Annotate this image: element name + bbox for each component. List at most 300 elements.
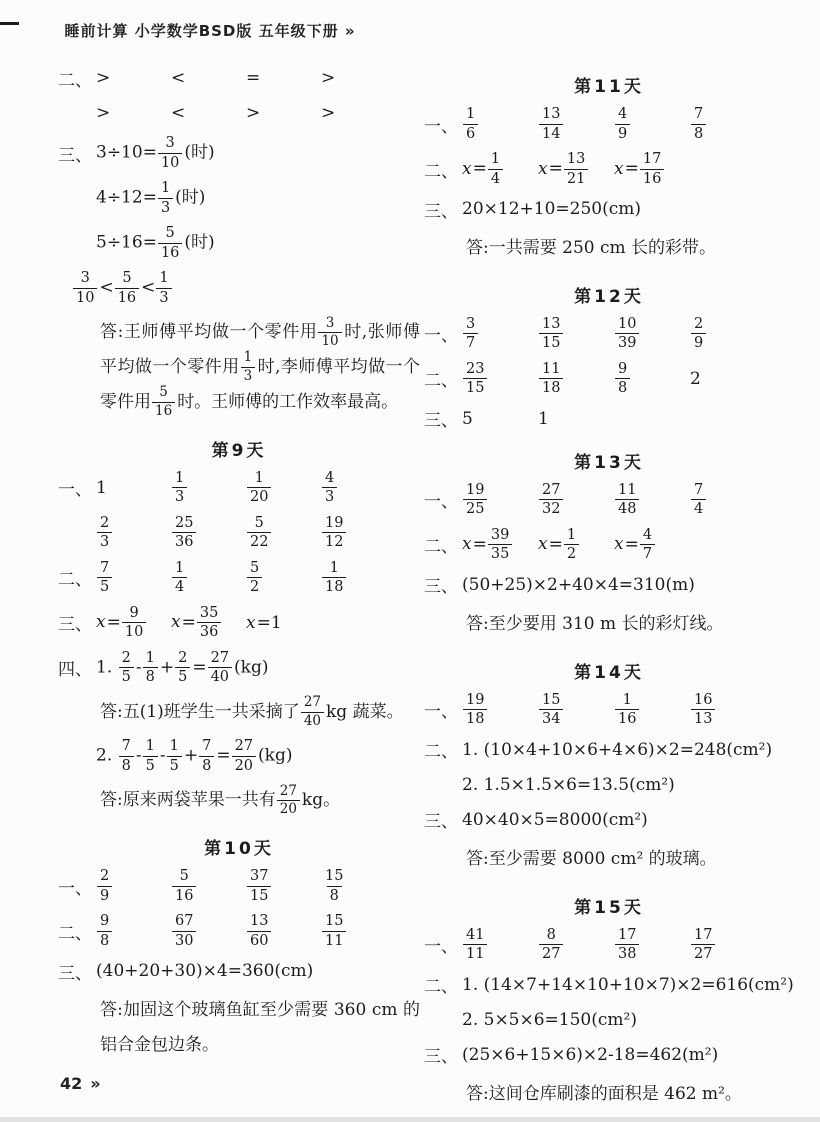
fraction-denominator: 20 [277, 800, 300, 817]
answer-cell [171, 913, 246, 949]
answer-cell [321, 515, 396, 551]
fraction-denominator: 16 [172, 886, 196, 904]
math-line [424, 196, 794, 222]
fraction [241, 351, 256, 383]
fraction [158, 181, 173, 215]
fraction [97, 561, 112, 595]
fraction [463, 362, 487, 396]
math-line [462, 772, 794, 798]
day-title: 第12天 [574, 286, 644, 307]
answer-row [58, 913, 420, 949]
page-footer [60, 1074, 101, 1093]
fraction-numerator: 1 [622, 691, 632, 708]
fraction-numerator: 41 [466, 926, 485, 943]
math-line [58, 958, 420, 984]
fraction-numerator: 15 [325, 913, 344, 930]
fraction-numerator: 1 [160, 180, 171, 196]
fraction-denominator: 48 [615, 499, 639, 517]
row-label: 一、 [424, 326, 458, 347]
answer-row [424, 406, 794, 432]
fraction-numerator: 5 [250, 559, 260, 576]
fraction-denominator: 34 [539, 709, 563, 727]
fraction [691, 928, 715, 962]
fraction-numerator: 23 [466, 360, 485, 377]
answer-row [424, 316, 794, 352]
fraction [143, 739, 158, 773]
answer-cell: > [321, 103, 336, 123]
fraction-numerator: 7 [694, 481, 704, 498]
answer-cell: > [246, 103, 261, 123]
fraction [167, 739, 182, 773]
fraction-numerator: 13 [542, 315, 561, 332]
fraction-numerator: 27 [210, 649, 230, 666]
fraction [615, 317, 639, 351]
answer-cell: > [96, 68, 111, 88]
fraction-numerator: 27 [542, 481, 561, 498]
row-label: 二、 [424, 371, 458, 392]
fraction [463, 693, 487, 727]
fraction-denominator: 27 [691, 944, 715, 962]
fraction-numerator: 4 [642, 526, 653, 543]
row-label: 一、 [58, 878, 92, 899]
fraction-numerator: 7 [202, 738, 212, 755]
fraction-numerator: 39 [490, 526, 510, 543]
fraction [463, 928, 487, 962]
fraction-denominator: 20 [232, 756, 256, 774]
fraction-numerator: 27 [234, 738, 254, 755]
answer-cell [462, 361, 538, 397]
answer-text: 答:至少需要 8000 cm² 的玻璃。 [466, 848, 717, 869]
fraction-denominator: 9 [691, 333, 706, 351]
page-edge-shadow [0, 1117, 820, 1122]
fraction-numerator: 9 [100, 913, 110, 930]
answer-cell [538, 927, 614, 963]
fraction-denominator: 39 [615, 333, 639, 351]
fraction-numerator: 7 [694, 106, 704, 122]
answer-cell [538, 482, 614, 518]
fraction-denominator: 18 [463, 709, 487, 727]
fraction-numerator: 3 [165, 135, 175, 151]
answer-cell: x=1 [246, 612, 282, 633]
math-expression: 2. 5×5×6=150(cm²) [462, 1009, 637, 1030]
fraction [463, 107, 478, 141]
answer-cell [614, 482, 690, 518]
fraction-denominator: 36 [197, 622, 221, 640]
answer-cell [538, 692, 614, 728]
fraction-numerator: 1 [466, 106, 476, 122]
fraction [322, 516, 346, 550]
fraction [539, 317, 563, 351]
answer-row [58, 515, 420, 551]
fraction [301, 696, 324, 728]
row-label: 三、 [58, 615, 92, 636]
math-line [424, 807, 794, 833]
math-expression: 1. $\frac{2}{5}$ - $\frac{1}{8}$ + $\frac{2}{5}$ = $\frac{27}{40}$ (kg) [96, 649, 269, 686]
fraction [322, 561, 346, 595]
answer-text: 答:加固这个玻璃鱼缸至少需要 360 cm 的铝合金包边条。 [100, 1000, 420, 1056]
fraction [322, 914, 346, 948]
fraction-denominator: 3 [158, 198, 173, 216]
math-expression: (25×6+15×6)×2-18=462(m²) [462, 1044, 719, 1065]
row-label: 三、 [424, 577, 458, 598]
fraction [172, 516, 196, 550]
fraction [247, 914, 271, 948]
fraction-numerator: 5 [254, 514, 264, 531]
fraction [247, 516, 271, 550]
answer-cell [462, 316, 538, 352]
fraction-numerator: 2 [100, 514, 110, 531]
fraction [615, 107, 630, 141]
answer-cell: > [96, 103, 111, 123]
fraction-numerator: 9 [618, 360, 628, 377]
fraction-numerator: 17 [642, 151, 662, 167]
fraction [175, 651, 190, 685]
fraction [488, 152, 503, 186]
day-title: 第11天 [574, 77, 644, 97]
fraction-denominator: 15 [539, 333, 563, 351]
answer-row [58, 65, 420, 91]
math-line [58, 650, 420, 686]
fraction-denominator: 10 [73, 288, 97, 306]
fraction-denominator: 3 [97, 532, 112, 550]
answer-cell [321, 868, 396, 904]
row-label: 二、 [424, 977, 458, 998]
answer-cell [246, 515, 321, 551]
fraction-numerator: 5 [179, 868, 189, 885]
row-label: 二、 [424, 742, 458, 763]
fraction-denominator: 3 [172, 487, 187, 505]
fraction [232, 739, 256, 773]
answer-cell [321, 913, 396, 949]
answer-row [424, 927, 794, 963]
fraction-numerator: 2 [178, 649, 188, 666]
answer-cell [690, 106, 766, 142]
fraction [158, 136, 182, 170]
fraction-denominator: 18 [322, 577, 346, 595]
fraction-numerator: 17 [618, 926, 637, 943]
fraction-denominator: 21 [564, 169, 588, 187]
day-section [424, 893, 794, 1112]
math-line [96, 738, 420, 774]
day-section [424, 658, 794, 877]
fraction-numerator: 3 [466, 315, 476, 332]
fraction-numerator: 4 [325, 469, 335, 486]
fraction-numerator: 5 [159, 384, 168, 401]
answer-row [424, 692, 794, 728]
fraction-numerator: 1 [566, 526, 577, 543]
fraction [488, 528, 512, 562]
fraction-numerator: 9 [129, 604, 139, 621]
fraction-denominator: 60 [247, 931, 271, 949]
fraction [122, 606, 146, 640]
fraction-denominator: 16 [152, 402, 175, 419]
variable-x: x [246, 612, 256, 633]
day-section [58, 436, 420, 819]
variable-x: x [462, 534, 472, 555]
fraction-denominator: 18 [539, 378, 563, 396]
day-section [58, 834, 420, 1063]
fraction-numerator: 15 [325, 868, 344, 885]
answer-cell [246, 913, 321, 949]
fraction-numerator: 1 [175, 559, 185, 576]
row-label: 一、 [424, 116, 458, 137]
fraction [172, 869, 196, 903]
fraction-numerator: 11 [618, 481, 637, 498]
math-line [58, 135, 420, 171]
answer-cell [614, 927, 690, 963]
fraction [247, 471, 271, 505]
fraction-numerator: 5 [165, 225, 175, 241]
math-expression: 1. (10×4+10×6+4×6)×2=248(cm²) [462, 739, 773, 760]
row-label: 二、 [58, 70, 92, 91]
row-label: 三、 [424, 812, 458, 833]
fraction-numerator: 1 [145, 738, 155, 755]
fraction-numerator: 16 [694, 691, 713, 708]
fraction [640, 528, 655, 562]
fraction-numerator: 5 [122, 270, 132, 286]
row-label: 三、 [424, 411, 458, 432]
fraction-numerator: 13 [542, 106, 561, 122]
answer-cell: x= $\frac{1}{4}$ [462, 151, 538, 187]
answer-text: 答:原来两袋苹果一共有 $\frac{27}{20}$ kg。 [100, 782, 341, 818]
fraction-denominator: 8 [97, 931, 112, 949]
day-section [424, 282, 794, 432]
fraction [322, 471, 337, 505]
fraction-denominator: 40 [301, 712, 324, 729]
fraction-denominator: 5 [143, 756, 158, 774]
answer-cell [462, 692, 538, 728]
fraction-numerator: 27 [279, 782, 297, 799]
answer-text: 答:至少要用 310 m 长的彩灯线。 [466, 613, 724, 634]
fraction [97, 869, 112, 903]
fraction-numerator: 2 [694, 315, 704, 332]
fraction-numerator: 15 [542, 691, 561, 708]
answer-cell [538, 106, 614, 142]
math-line [72, 270, 420, 306]
variable-x: x [462, 158, 472, 179]
row-label: 三、 [58, 963, 92, 984]
answer-cell: < [171, 68, 186, 88]
fraction [539, 928, 563, 962]
row-label: 四、 [58, 660, 92, 681]
fraction-denominator: 14 [539, 124, 563, 142]
variable-x: x [614, 158, 624, 179]
fraction [247, 869, 271, 903]
fraction-numerator: 35 [199, 604, 219, 621]
row-label: 一、 [424, 937, 458, 958]
answer-cell [171, 470, 246, 506]
math-line [424, 572, 794, 598]
answer-cell [96, 515, 171, 551]
fraction-numerator: 7 [121, 738, 131, 755]
fraction [277, 782, 300, 818]
fraction-numerator: 13 [250, 913, 269, 930]
row-label: 一、 [424, 702, 458, 723]
fraction [691, 317, 706, 351]
answer-cell [321, 470, 396, 506]
math-expression: (40+20+30)×4=360(cm) [96, 961, 314, 982]
math-expression: 20×12+10=250(cm) [462, 199, 641, 219]
fraction [318, 314, 341, 349]
fraction-numerator: 27 [303, 694, 321, 711]
right-column [424, 56, 794, 1118]
fraction-numerator: 1 [490, 151, 501, 167]
answer-cell [171, 515, 246, 551]
fraction [615, 693, 639, 727]
fraction [564, 152, 588, 186]
fraction [97, 516, 112, 550]
fraction [247, 561, 262, 595]
fraction-numerator: 3 [80, 270, 90, 286]
variable-x: x [538, 534, 548, 555]
fraction-denominator: 10 [122, 622, 146, 640]
fraction [97, 914, 112, 948]
fraction [539, 107, 563, 141]
fraction-denominator: 15 [463, 378, 487, 396]
fraction-numerator: 8 [546, 926, 556, 943]
fraction-denominator: 8 [615, 378, 630, 396]
answer-cell [246, 470, 321, 506]
fraction-denominator: 3 [322, 487, 337, 505]
fraction [199, 739, 214, 773]
fraction-numerator: 67 [175, 913, 194, 930]
fraction-denominator: 7 [640, 544, 655, 562]
fraction [172, 914, 196, 948]
answer-cell: 5 [462, 408, 473, 429]
fraction-denominator: 8 [691, 124, 706, 142]
answer-cell: 1 [96, 477, 107, 498]
answer-cell [690, 482, 766, 518]
page-number: 42 [60, 1074, 83, 1093]
answer-cell: x= $\frac{39}{35}$ [462, 527, 538, 563]
fraction-denominator: 15 [247, 886, 271, 904]
variable-x: x [96, 612, 106, 633]
fraction [640, 152, 664, 186]
fraction-denominator: 38 [615, 944, 639, 962]
fraction-numerator: 19 [325, 514, 344, 531]
math-expression: (50+25)×2+40×4=310(m) [462, 574, 695, 595]
answer-cell: x= $\frac{4}{7}$ [614, 527, 690, 563]
fraction [143, 651, 158, 685]
day-section [424, 448, 794, 642]
answer-text: 答:一共需要 250 cm 长的彩带。 [466, 238, 717, 258]
math-expression: $\frac{3}{10}$ < $\frac{5}{16}$ < $\frac{1}{3}$ [72, 270, 174, 306]
fraction-denominator: 13 [691, 709, 715, 727]
answer-cell [246, 868, 321, 904]
fraction-numerator: 1 [175, 469, 185, 486]
answer-cell [462, 927, 538, 963]
fraction-denominator: 8 [199, 756, 214, 774]
answer-cell: < [171, 103, 186, 123]
fraction-numerator: 1 [169, 738, 179, 755]
fraction [119, 651, 134, 685]
fraction [73, 271, 97, 305]
fraction [463, 317, 478, 351]
fraction [615, 362, 630, 396]
fraction [691, 693, 715, 727]
book-header: 睡前计算 小学数学BSD版 五年级下册 » [64, 22, 356, 40]
fraction [463, 483, 487, 517]
day-title: 第15天 [574, 897, 644, 918]
fraction-numerator: 3 [325, 314, 335, 331]
answer-row [424, 106, 794, 142]
answer-cell: x= $\frac{9}{10}$ [96, 605, 171, 641]
fraction-denominator: 8 [327, 886, 342, 904]
fraction [172, 561, 187, 595]
fraction-denominator: 6 [463, 124, 478, 142]
answer-cell [690, 692, 766, 728]
fraction-denominator: 25 [463, 499, 487, 517]
fraction-numerator: 13 [566, 151, 586, 167]
fraction-numerator: 10 [618, 315, 637, 332]
answer-cell [246, 560, 321, 596]
fraction [172, 471, 187, 505]
fraction-numerator: 11 [542, 360, 561, 377]
fraction-denominator: 4 [691, 499, 706, 517]
answer-row [58, 560, 420, 596]
answer-cell: 1 [538, 408, 549, 429]
fraction [197, 606, 221, 640]
variable-x: x [171, 612, 181, 633]
answer-cell: x= $\frac{17}{16}$ [614, 151, 690, 187]
answer-cell: x= $\frac{1}{2}$ [538, 527, 614, 563]
fraction [691, 483, 706, 517]
answer-cell [538, 361, 614, 397]
fraction-denominator: 20 [247, 487, 271, 505]
math-expression: 2. $\frac{7}{8}$ - $\frac{1}{5}$ - $\frac{1}{5}$ + $\frac{7}{8}$ = $\frac{27}{20}$ (kg) [96, 738, 293, 774]
answer-row [58, 868, 420, 904]
fraction [208, 651, 232, 685]
row-label: 三、 [58, 145, 92, 166]
fraction-denominator: 12 [322, 532, 346, 550]
fraction-denominator: 4 [172, 577, 187, 595]
fraction-denominator: 16 [615, 709, 639, 727]
day-title: 第13天 [574, 452, 644, 473]
math-expression: 4÷12= $\frac{1}{3}$ (时) [96, 180, 206, 216]
fraction [539, 362, 563, 396]
fraction-denominator: 3 [241, 367, 256, 384]
answer-row [424, 151, 794, 187]
fraction-denominator: 11 [463, 944, 487, 962]
fraction-denominator: 5 [119, 667, 134, 685]
answer-cell: x= $\frac{13}{21}$ [538, 151, 614, 187]
fraction-numerator: 1 [243, 349, 253, 366]
fraction-numerator: 1 [159, 270, 169, 286]
fraction-numerator: 19 [466, 481, 485, 498]
fraction-numerator: 2 [100, 868, 110, 885]
answer-text: 答:王师傅平均做一个零件用 $\frac{3}{10}$ 时,张师傅平均做一个零件用 $\frac{1}{3}$ 时,李师傅平均做一个零件用 $\frac{5}{16}$ 时。王师傅的工作效率最高。 [100, 314, 421, 419]
fraction-denominator: 30 [172, 931, 196, 949]
answer-cell: 2 [690, 368, 701, 389]
fraction-numerator: 37 [250, 868, 269, 885]
fraction-denominator: 9 [97, 886, 112, 904]
answer-cell [690, 316, 766, 352]
answer-cell [538, 316, 614, 352]
answer-cell: x= $\frac{35}{36}$ [171, 605, 246, 641]
fraction [691, 107, 706, 141]
fraction-denominator: 22 [247, 532, 271, 550]
day-section [424, 72, 794, 266]
answer-cell [690, 927, 766, 963]
fraction-denominator: 3 [156, 288, 171, 306]
answer-row [424, 527, 794, 563]
row-label: 二、 [58, 923, 92, 944]
row-label: 一、 [424, 492, 458, 513]
answer-cell [171, 560, 246, 596]
fraction-denominator: 16 [158, 243, 182, 261]
answer-cell [614, 106, 690, 142]
math-line [424, 1042, 794, 1068]
